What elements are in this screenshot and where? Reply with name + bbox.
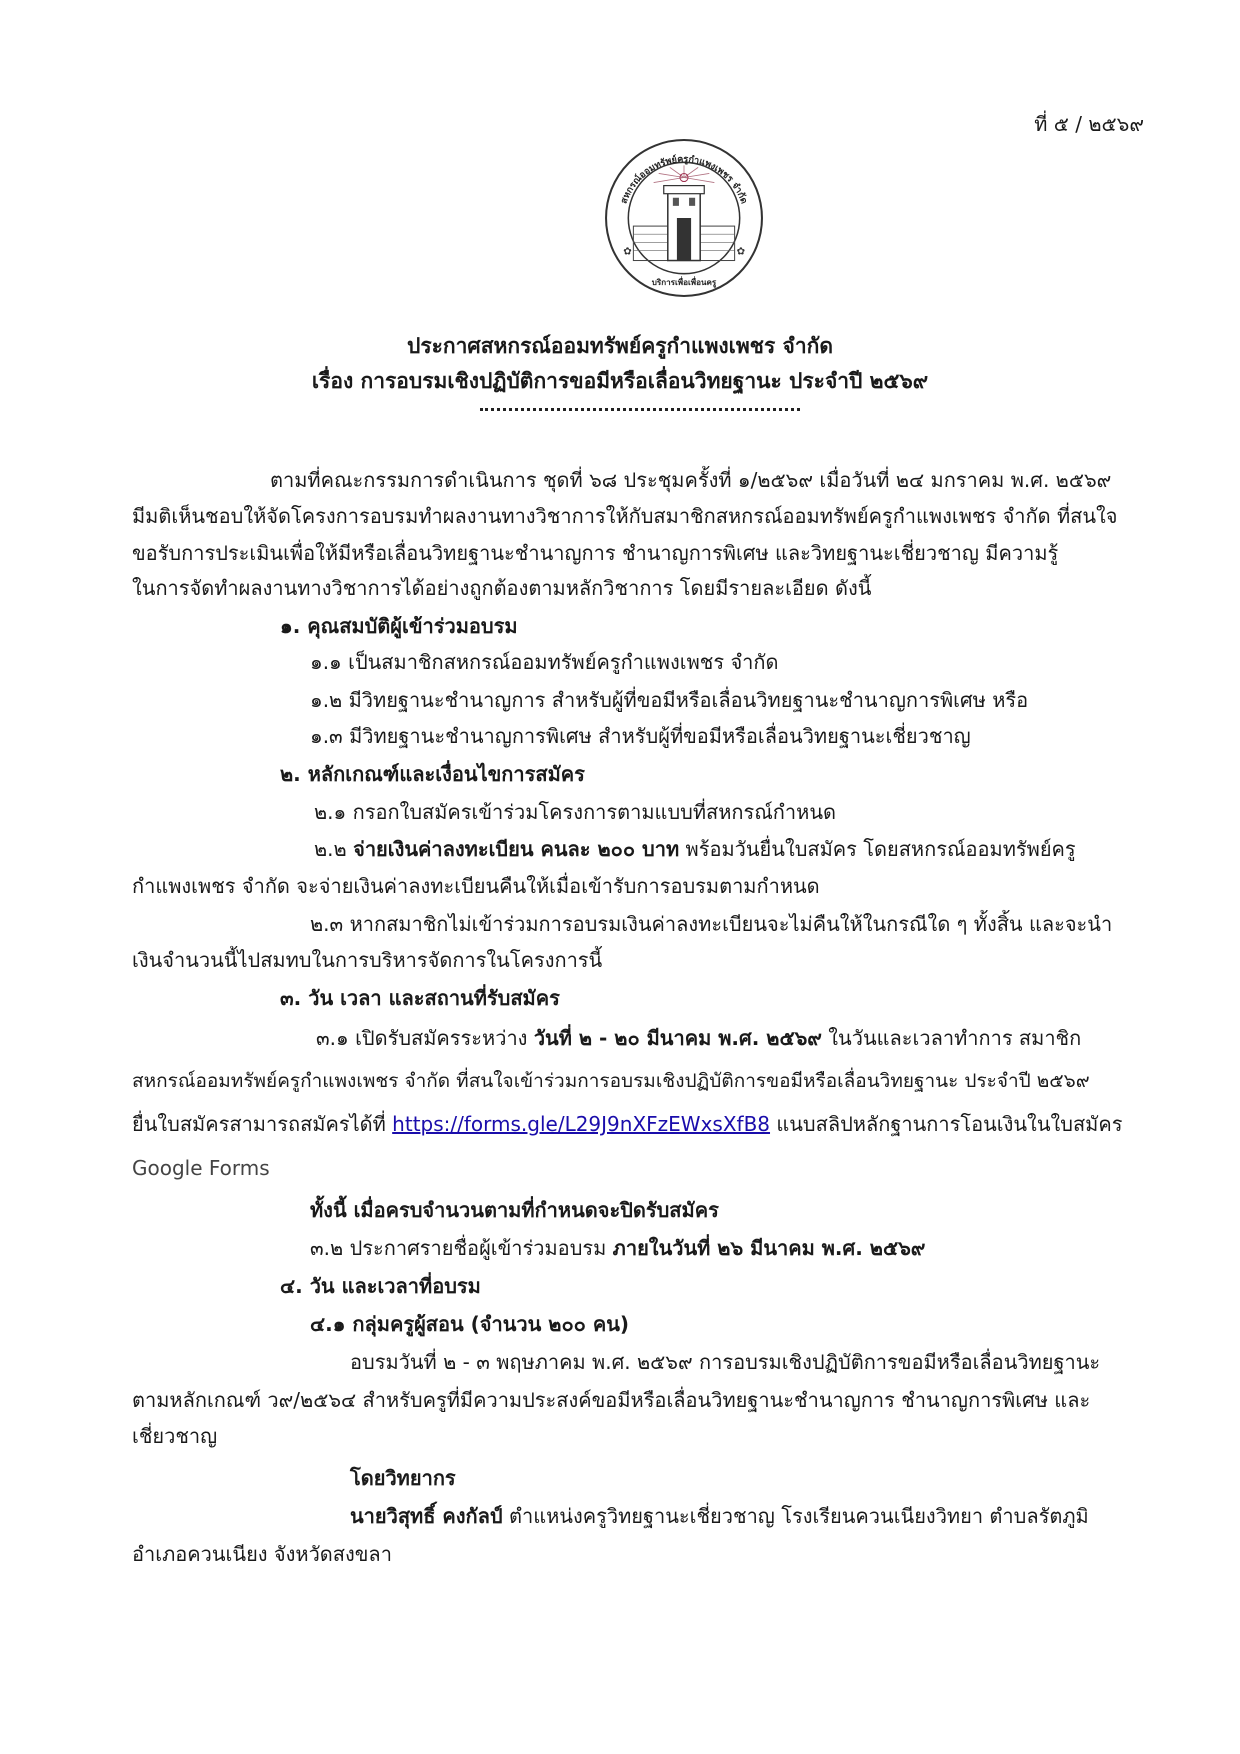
- section-4-para-line-1: อบรมวันที่ ๒ - ๓ พฤษภาคม พ.ศ. ๒๕๖๙ การอบรมเชิงปฏิบัติการขอมีหรือเลื่อนวิทยฐานะ: [350, 1350, 1101, 1374]
- speaker-line: นายวิสุทธิ์ คงกัลป์ ตำแหน่งครูวิทยฐานะเชี่ยวชาญ โรงเรียนควนเนียงวิทยา ตำบลรัตภูมิ: [350, 1504, 1089, 1528]
- section-1-heading: ๑. คุณสมบัติผู้เข้าร่วมอบรม: [280, 614, 518, 638]
- section-2-item-1: ๒.๑ กรอกใบสมัครเข้าร่วมโครงการตามแบบที่สหกรณ์กำหนด: [314, 800, 836, 824]
- seal-ring-text: สหกรณ์ออมทรัพย์ครูกำแพงเพชร จำกัด: [619, 154, 749, 206]
- section-1-item-3: ๑.๓ มีวิทยฐานะชำนาญการพิเศษ สำหรับผู้ที่ขอมีหรือเลื่อนวิทยฐานะเชี่ยวชาญ: [310, 724, 971, 748]
- intro-line-1: ตามที่คณะกรรมการดำเนินการ ชุดที่ ๖๘ ประชุมครั้งที่ ๑/๒๕๖๙ เมื่อวันที่ ๒๔ มกราคม พ.ศ. ๒๕๖๙: [270, 468, 1112, 492]
- section-1-item-1: ๑.๑ เป็นสมาชิกสหกรณ์ออมทรัพย์ครูกำแพงเพชร จำกัด: [310, 650, 779, 674]
- section-4-heading: ๔. วัน และเวลาที่อบรม: [280, 1274, 481, 1298]
- intro-line-3: ขอรับการประเมินเพื่อให้มีหรือเลื่อนวิทยฐานะชำนาญการ ชำนาญการพิเศษ และวิทยฐานะเชี่ยวชาญ มีความรู้: [132, 541, 1059, 565]
- speaker-line-cont: อำเภอควนเนียง จังหวัดสงขลา: [132, 1542, 392, 1566]
- google-forms-label: Google Forms: [132, 1156, 270, 1180]
- section-3-item-1: ๓.๑ เปิดรับสมัครระหว่าง วันที่ ๒ - ๒๐ มีนาคม พ.ศ. ๒๕๖๙ ในวันและเวลาทำการ สมาชิก: [316, 1026, 1082, 1050]
- section-2-item-3-cont: เงินจำนวนนี้ไปสมทบในการบริหารจัดการในโครงการนี้: [132, 948, 603, 972]
- registration-form-link[interactable]: https://forms.gle/L29J9nXFzEWxsXfB8: [392, 1112, 771, 1136]
- speaker-name: นายวิสุทธิ์ คงกัลป์: [350, 1504, 503, 1528]
- section-2-heading: ๒. หลักเกณฑ์และเงื่อนไขการสมัคร: [280, 762, 585, 786]
- section-2-item-3: ๒.๓ หากสมาชิกไม่เข้าร่วมการอบรมเงินค่าลงทะเบียนจะไม่คืนให้ในกรณีใด ๆ ทั้งสิ้น และจะนำ: [310, 912, 1113, 936]
- speaker-label: โดยวิทยากร: [350, 1466, 456, 1490]
- section-4-para-line-3: เชี่ยวชาญ: [132, 1424, 218, 1448]
- intro-line-4: ในการจัดทำผลงานทางวิชาการได้อย่างถูกต้องตามหลักวิชาการ โดยมีรายละเอียด ดังนี้: [132, 576, 872, 600]
- announcement-subject: เรื่อง การอบรมเชิงปฏิบัติการขอมีหรือเลื่อนวิทยฐานะ ประจำปี ๒๕๖๙: [311, 369, 929, 393]
- announcement-title: ประกาศสหกรณ์ออมทรัพย์ครูกำแพงเพชร จำกัด: [407, 334, 833, 358]
- section-2-item-2: ๒.๒ จ่ายเงินค่าลงทะเบียน คนละ ๒๐๐ บาท พร้อมวันยื่นใบสมัคร โดยสหกรณ์ออมทรัพย์ครู: [314, 837, 1076, 861]
- svg-text:✿: ✿: [623, 246, 632, 258]
- section-3-heading: ๓. วัน เวลา และสถานที่รับสมัคร: [280, 986, 560, 1010]
- section-2-item-2-cont: กำแพงเพชร จำกัด จะจ่ายเงินค่าลงทะเบียนคืนให้เมื่อเข้ารับการอบรมตามกำหนด: [132, 874, 820, 898]
- section-3-item-1-cont: สหกรณ์ออมทรัพย์ครูกำแพงเพชร จำกัด ที่สนใจเข้าร่วมการอบรมเชิงปฏิบัติการขอมีหรือเลื่อนวิทยฐานะ ประจำปี ๒๕๖๙: [132, 1070, 1090, 1092]
- registration-fee: จ่ายเงินค่าลงทะเบียน คนละ ๒๐๐ บาท: [353, 837, 680, 861]
- section-3-item-2: ๓.๒ ประกาศรายชื่อผู้เข้าร่วมอบรม ภายในวันที่ ๒๖ มีนาคม พ.ศ. ๒๕๖๙: [310, 1236, 926, 1260]
- section-3-note: ทั้งนี้ เมื่อครบจำนวนตามที่กำหนดจะปิดรับสมัคร: [310, 1198, 719, 1222]
- seal-motto: บริการเพื่อเพื่อนครู: [651, 276, 717, 287]
- section-4-subheading: ๔.๑ กลุ่มครูผู้สอน (จำนวน ๒๐๐ คน): [310, 1312, 630, 1336]
- announcement-date: ภายในวันที่ ๒๖ มีนาคม พ.ศ. ๒๕๖๙: [612, 1236, 926, 1260]
- document-number: ที่ ๕ / ๒๕๖๙: [1034, 112, 1144, 136]
- section-1-item-2: ๑.๒ มีวิทยฐานะชำนาญการ สำหรับผู้ที่ขอมีหรือเลื่อนวิทยฐานะชำนาญการพิเศษ หรือ: [310, 688, 1029, 712]
- cooperative-seal-logo: [603, 137, 765, 299]
- section-4-para-line-2: ตามหลักเกณฑ์ ว๙/๒๕๖๔ สำหรับครูที่มีความประสงค์ขอมีหรือเลื่อนวิทยฐานะชำนาญการ ชำนาญการพิเศษ และ: [132, 1388, 1091, 1412]
- intro-line-2: มีมติเห็นชอบให้จัดโครงการอบรมทำผลงานทางวิชาการให้กับสมาชิกสหกรณ์ออมทรัพย์ครูกำแพงเพชร จำกัด ที่สนใจ: [132, 504, 1118, 528]
- registration-period: วันที่ ๒ - ๒๐ มีนาคม พ.ศ. ๒๕๖๙: [533, 1026, 822, 1050]
- svg-text:✿: ✿: [736, 246, 746, 258]
- title-divider: [480, 408, 800, 411]
- section-3-link-line: ยื่นใบสมัครสามารถสมัครได้ที่ https://forms.gle/L29J9nXFzEWxsXfB8 แนบสลิปหลักฐานการโอนเงินในใบสมัคร: [132, 1112, 1123, 1136]
